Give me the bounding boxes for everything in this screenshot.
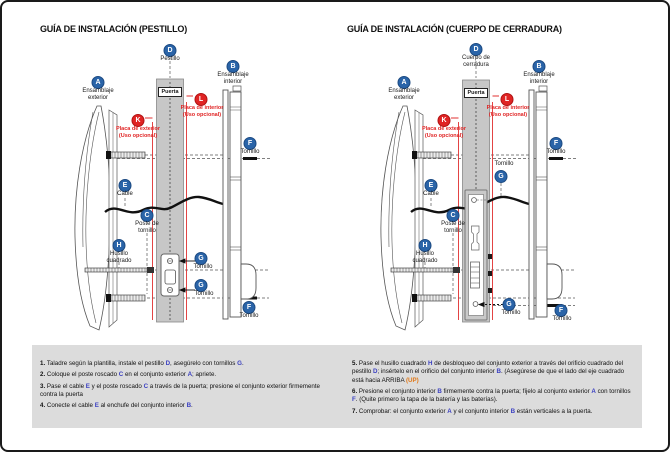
- label-d-badge: D: [470, 43, 483, 56]
- label-line: (Uso opcional): [424, 132, 464, 139]
- instruction-step-4: 4. Conecte el cable E al enchufe del conjunto interior B.: [40, 402, 193, 410]
- square-spindle: [85, 267, 154, 273]
- label-line: Placa de interior: [486, 105, 530, 111]
- label-l-text: [181, 105, 224, 118]
- interior-assembly-shape: [223, 86, 259, 319]
- label-a-badge: A: [398, 76, 411, 89]
- label-line: exterior: [87, 95, 109, 102]
- label-b-badge: B: [227, 60, 240, 73]
- label-line: Husillo: [109, 251, 128, 257]
- instruction-step-5: 5. Pase el husillo cuadrado H de desbloqueo del conjunto exterior a través del orificio cuadrado del pestillo D; insértelo en el orificio del conjunto interior B. (Asegúrese de que el lado del eje cuadrado está hacia ARRIBA (UP): [352, 360, 625, 384]
- label-f-top-text: Tornillo: [546, 149, 566, 155]
- label-g2-text: Tornillo: [194, 291, 214, 297]
- label-a-text: [82, 88, 113, 102]
- label-b-text: [523, 72, 554, 86]
- label-c-badge: C: [447, 209, 460, 222]
- label-h-text: [106, 251, 131, 265]
- label-f-top-text: Tornillo: [240, 149, 260, 155]
- label-a-badge: A: [92, 76, 105, 89]
- label-line: interior: [529, 79, 549, 86]
- label-line: tornillo: [138, 228, 156, 235]
- label-d-text: [160, 56, 179, 63]
- instructions-right-column: [352, 360, 632, 428]
- label-line: interior: [223, 79, 243, 86]
- instruction-step-7: 7. Comprobar: el conjunto exterior A y el conjunto interior B están verticales a la puerta.: [352, 407, 593, 415]
- label-b-badge: B: [533, 60, 546, 73]
- label-line: cuadrado: [106, 258, 132, 265]
- label-c-text: [135, 221, 159, 235]
- label-g1-badge: G: [195, 252, 208, 265]
- label-f-bottom-badge: F: [555, 304, 568, 317]
- label-line: Placa de interior: [180, 105, 224, 111]
- label-line: (Uso opcional): [118, 132, 158, 139]
- instruction-step-3: 3. Pase el cable E y el poste roscado C a través de la puerta; presione el conjunto exterior firmemente contra la puerta: [40, 382, 320, 399]
- label-line: Placa de exterior: [421, 126, 467, 132]
- label-line: Poste de: [441, 221, 465, 227]
- label-line: (Uso opcional): [182, 111, 222, 118]
- door-label: Puerta: [158, 87, 182, 97]
- label-line: cuadrado: [412, 258, 438, 265]
- label-e-text: Cable: [117, 191, 133, 197]
- label-b-text: [217, 72, 248, 86]
- right-diagram-title: GUÍA DE INSTALACIÓN (CUERPO DE CERRADURA): [347, 24, 562, 34]
- label-line: Husillo: [415, 251, 434, 257]
- instruction-step-6: 6. Presione el conjunto interior B firmemente contra la puerta; fíjelo al conjunto exterior A con tornillos F. (Quite primero la tapa de la batería y las baterías).: [352, 388, 631, 404]
- interior-assembly-shape: [529, 86, 562, 319]
- label-line: Cuerpo de: [461, 55, 491, 61]
- label-g2-text: Tornillo: [501, 310, 521, 316]
- screw-arrows: [479, 303, 503, 307]
- label-g1-text: Tornillo: [494, 161, 514, 167]
- label-line: Ensamblaje: [523, 72, 555, 78]
- lockbody-diagram-drawing: [363, 42, 593, 342]
- label-g1-text: Tornillo: [193, 264, 213, 270]
- label-f-top-badge: F: [550, 137, 563, 150]
- label-f-bottom-text: Tornillo: [552, 316, 572, 322]
- label-l-badge: L: [501, 93, 514, 106]
- label-h-badge: H: [419, 239, 432, 252]
- instructions-panel: [32, 345, 642, 428]
- label-g2-badge: G: [195, 279, 208, 292]
- label-line: Pestillo: [160, 56, 180, 62]
- label-a-text: [388, 88, 419, 102]
- label-line: exterior: [393, 95, 415, 102]
- label-h-text: [412, 251, 437, 265]
- label-line: (Uso opcional): [488, 111, 528, 118]
- label-e-text: Cable: [423, 191, 439, 197]
- label-line: Placa de exterior: [115, 126, 161, 132]
- label-c-badge: C: [141, 209, 154, 222]
- label-line: cerradura: [463, 62, 489, 69]
- label-line: Ensamblaje: [82, 88, 114, 94]
- instructions-left-column: [40, 360, 320, 428]
- label-l-badge: L: [195, 93, 208, 106]
- label-g2-badge: G: [503, 298, 516, 311]
- label-d-badge: D: [164, 44, 177, 57]
- label-f-top-badge: F: [244, 137, 257, 150]
- instruction-step-2: 2. Coloque el poste roscado C en el conjunto exterior A; apriete.: [40, 371, 217, 379]
- latch-install-diagram: [57, 42, 287, 342]
- label-d-text: [462, 55, 490, 69]
- square-spindle: [391, 267, 460, 273]
- label-l-text: [487, 105, 530, 118]
- label-line: Poste de: [135, 221, 159, 227]
- latch-faceplate: [161, 254, 179, 296]
- label-k-badge: K: [132, 114, 145, 127]
- label-line: Ensamblaje: [217, 72, 249, 78]
- label-line: tornillo: [444, 228, 462, 235]
- label-g1-badge: G: [495, 170, 508, 183]
- door-label: Puerta: [464, 88, 488, 98]
- label-e-badge: E: [425, 179, 438, 192]
- label-k-badge: K: [438, 114, 451, 127]
- label-e-badge: E: [119, 179, 132, 192]
- label-f-bottom-text: Tornillo: [239, 313, 259, 319]
- lockbody-install-diagram: [363, 42, 593, 342]
- left-diagram-title: GUÍA DE INSTALACIÓN (PESTILLO): [40, 24, 187, 34]
- label-f-bottom-badge: F: [243, 301, 256, 314]
- label-c-text: [441, 221, 465, 235]
- label-k-text: [116, 126, 160, 139]
- label-k-text: [422, 126, 466, 139]
- label-line: Ensamblaje: [388, 88, 420, 94]
- instruction-step-1: 1. Taladre según la plantilla, instale el pestillo D, asegúrelo con tornillos G.: [40, 360, 244, 367]
- label-h-badge: H: [113, 239, 126, 252]
